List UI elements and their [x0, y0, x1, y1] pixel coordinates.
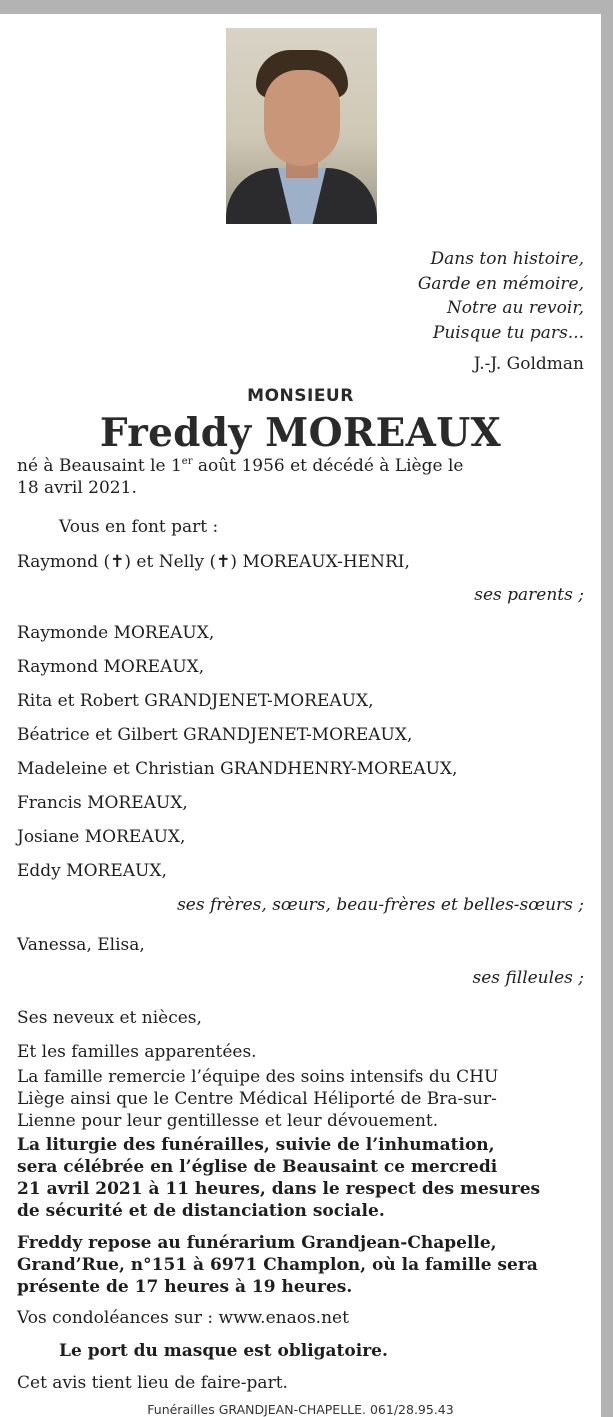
honorific-title: MONSIEUR [247, 386, 354, 406]
poem [418, 247, 584, 345]
faire-part-notice: Cet avis tient lieu de faire-part. [17, 1373, 288, 1393]
siblings-role: ses frères, sœurs, beau-frères et belles-sœurs ; [177, 895, 584, 915]
funeral-home-footer: Funérailles GRANDJEAN-CHAPELLE. 061/28.95.43 [147, 1402, 454, 1417]
poem-line: Garde en mémoire, [417, 273, 584, 294]
portrait-photo [226, 28, 377, 224]
sibling-line: Josiane MOREAUX, [17, 827, 186, 847]
birth-line [17, 455, 463, 477]
mask-notice: Le port du masque est obligatoire. [59, 1341, 388, 1361]
sibling-line: Béatrice et Gilbert GRANDJENET-MOREAUX, [17, 725, 413, 745]
viewing-line: Grand’Rue, n°151 à 6971 Champlon, où la famille sera [17, 1255, 538, 1275]
poem-line: Notre au revoir, [446, 298, 584, 318]
parents-role: ses parents ; [474, 585, 584, 605]
obituary-notice [0, 14, 601, 1417]
thanks-line: Lienne pour leur gentillesse et leur dévouement. [17, 1111, 439, 1131]
thanks-line: Liège ainsi que le Centre Médical Héliporté de Bra-sur- [17, 1089, 497, 1109]
sibling-line: Madeleine et Christian GRANDHENRY-MOREAUX, [17, 759, 458, 779]
liturgy-line: de sécurité et de distanciation sociale. [17, 1201, 385, 1221]
godchildren-line: Vanessa, Elisa, [17, 935, 145, 955]
thanks-line: La famille remercie l’équipe des soins intensifs du CHU [17, 1067, 499, 1087]
death-line: 18 avril 2021. [17, 478, 137, 498]
sibling-line: Raymonde MOREAUX, [17, 623, 215, 643]
viewing-line: présente de 17 heures à 19 heures. [17, 1277, 353, 1297]
poem-line: Puisque tu pars... [432, 322, 584, 343]
nephews-line: Ses neveux et nièces, [17, 1008, 202, 1028]
sibling-line: Raymond MOREAUX, [17, 657, 205, 677]
sibling-line: Francis MOREAUX, [17, 793, 188, 813]
photo-face [264, 70, 340, 166]
birth-text-cont: août 1956 et décédé à Liège le [192, 456, 464, 476]
condolences-line: Vos condoléances sur : www.enaos.net [17, 1308, 349, 1328]
birth-text: né à Beausaint le 1 [17, 456, 182, 476]
families-line: Et les familles apparentées. [17, 1042, 257, 1062]
godchildren-role: ses filleules ; [472, 968, 584, 988]
poem-author: J.-J. Goldman [473, 354, 584, 374]
parents-line: Raymond (✝) et Nelly (✝) MOREAUX-HENRI, [17, 552, 410, 572]
birth-ordinal: er [181, 456, 193, 467]
deceased-name: Freddy MOREAUX [99, 410, 502, 456]
liturgy-line: sera célébrée en l’église de Beausaint ce mercredi [17, 1157, 498, 1177]
announce-line: Vous en font part : [59, 517, 219, 537]
sibling-line: Rita et Robert GRANDJENET-MOREAUX, [17, 691, 374, 711]
liturgy-line: La liturgie des funérailles, suivie de l’inhumation, [17, 1135, 495, 1155]
poem-line: Dans ton histoire, [430, 249, 584, 269]
viewing-line: Freddy repose au funérarium Grandjean-Chapelle, [17, 1233, 497, 1253]
sibling-line: Eddy MOREAUX, [17, 861, 167, 881]
liturgy-line: 21 avril 2021 à 11 heures, dans le respect des mesures [17, 1179, 541, 1199]
